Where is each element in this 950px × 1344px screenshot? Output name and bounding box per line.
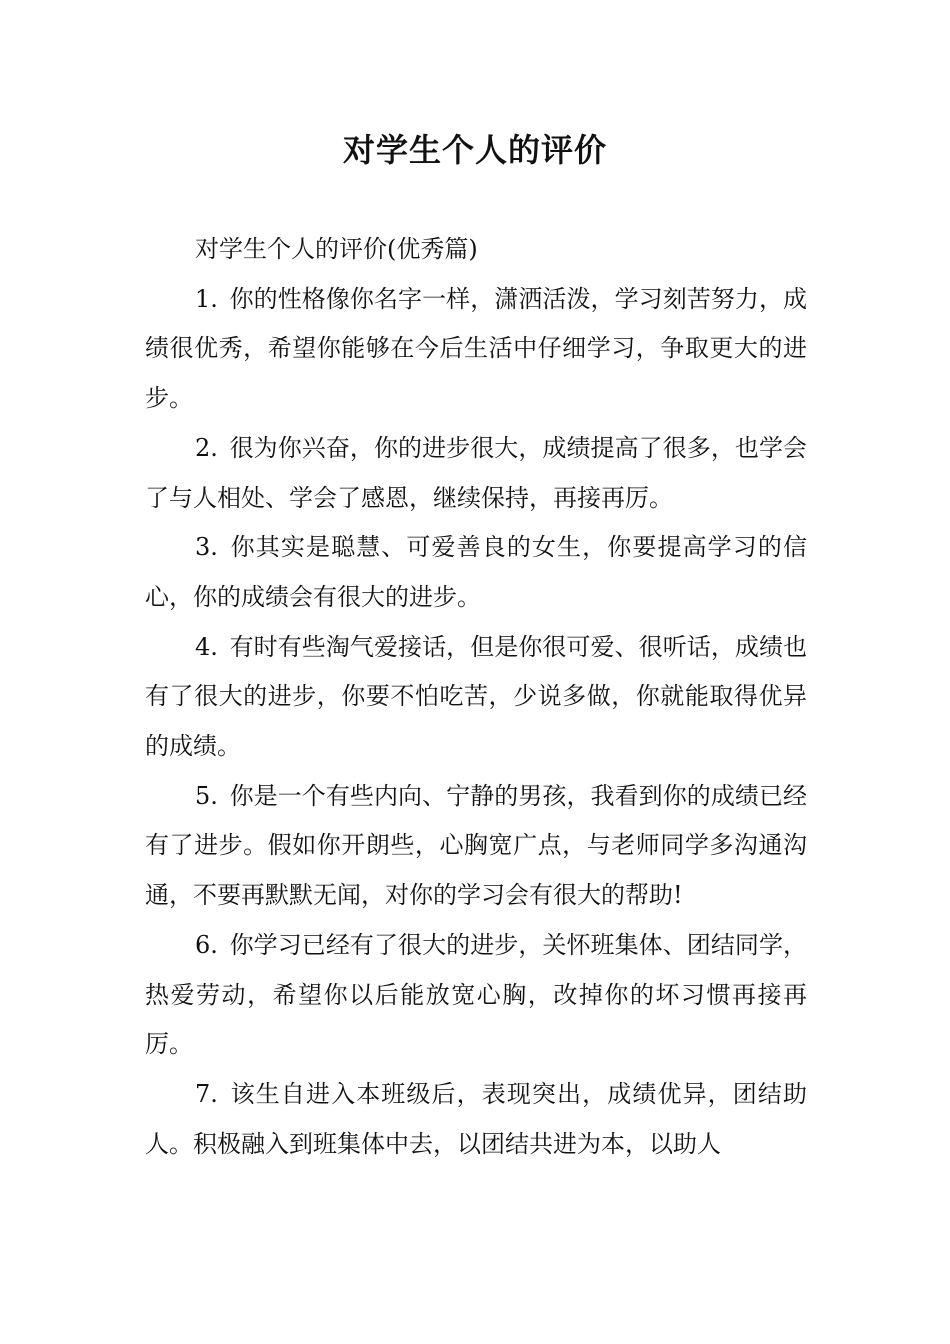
item-number: 6. — [195, 930, 218, 959]
evaluation-item-7 — [145, 1070, 807, 1169]
item-number: 2. — [195, 433, 218, 462]
section-heading: 对学生个人的评价(优秀篇) — [195, 235, 478, 263]
item-text: 你的性格像你名字一样，潇洒活泼，学习刻苦努力，成绩很优秀，希望你能够在今后生活中仔细学习，争取更大的进步。 — [145, 284, 808, 413]
document-title: 对学生个人的评价 — [342, 131, 607, 169]
evaluation-item-5 — [145, 772, 807, 921]
item-number: 3. — [195, 533, 218, 562]
item-text: 很为你兴奋，你的进步很大，成绩提高了很多，也学会了与人相处、学会了感恩，继续保持，再接再厉。 — [145, 433, 808, 512]
item-number: 4. — [195, 632, 218, 661]
evaluation-item-4 — [145, 623, 807, 772]
document-body — [145, 225, 807, 1169]
evaluation-item-2 — [145, 424, 807, 523]
item-number: 7. — [195, 1079, 218, 1108]
evaluation-item-3 — [145, 523, 807, 622]
item-text: 你其实是聪慧、可爱善良的女生，你要提高学习的信心，你的成绩会有很大的进步。 — [145, 533, 808, 611]
item-number: 5. — [195, 781, 218, 810]
item-text: 该生自进入本班级后，表现突出，成绩优异，团结助人。积极融入到班集体中去，以团结共进为本，以助人 — [145, 1079, 808, 1158]
item-text: 有时有些淘气爱接话，但是你很可爱、很听话，成绩也有了很大的进步，你要不怕吃苦，少说多做，你就能取得优异的成绩。 — [145, 632, 808, 761]
item-text: 你是一个有些内向、宁静的男孩，我看到你的成绩已经有了进步。假如你开朗些，心胸宽广点，与老师同学多沟通沟通，不要再默默无闻，对你的学习会有很大的帮助! — [145, 781, 808, 910]
evaluation-item-6 — [145, 921, 807, 1070]
item-number: 1. — [195, 284, 218, 313]
item-text: 你学习已经有了很大的进步，关怀班集体、团结同学，热爱劳动，希望你以后能放宽心胸，改掉你的坏习惯再接再厉。 — [145, 930, 808, 1059]
evaluation-item-1 — [145, 275, 807, 424]
